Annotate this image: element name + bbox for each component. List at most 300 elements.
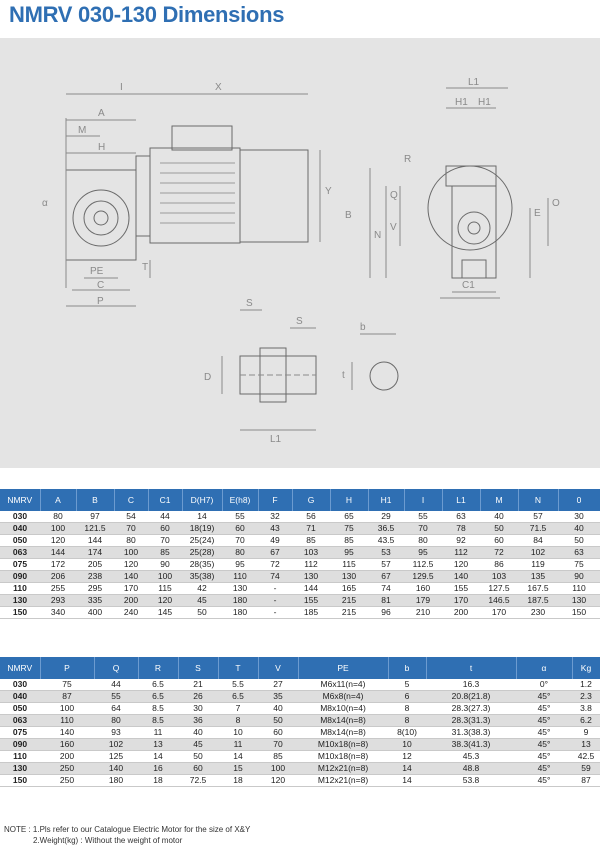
- label-S-right: S: [296, 316, 303, 327]
- table-cell: 54: [114, 511, 148, 523]
- table-cell: 120: [148, 595, 182, 607]
- table-cell: 97: [76, 511, 114, 523]
- table-cell: 8: [388, 703, 426, 715]
- column-header: G: [292, 489, 330, 511]
- table-cell: 8.5: [138, 703, 178, 715]
- table-cell: 250: [40, 775, 94, 787]
- table-cell: 95: [330, 547, 368, 559]
- table-row: [0, 523, 600, 535]
- table-cell: 74: [258, 571, 292, 583]
- table-cell: 180: [222, 595, 258, 607]
- column-header: B: [76, 489, 114, 511]
- table-row: [0, 691, 600, 703]
- table-cell: 1.2: [572, 679, 600, 691]
- table-cell: 70: [222, 535, 258, 547]
- table-cell: 18: [218, 775, 258, 787]
- table-1-header: [0, 489, 600, 511]
- label-B: B: [345, 210, 352, 221]
- table-cell: 250: [40, 763, 94, 775]
- label-L1-shaft: L1: [270, 434, 282, 445]
- label-I: I: [120, 82, 123, 93]
- table-cell: 110: [0, 583, 40, 595]
- table-2-header: [0, 657, 600, 679]
- table-row: [0, 511, 600, 523]
- table-cell: 80: [94, 715, 138, 727]
- table-cell: 110: [40, 715, 94, 727]
- table-cell: 67: [368, 571, 404, 583]
- table-cell: 57: [368, 559, 404, 571]
- table-cell: 14: [182, 511, 222, 523]
- table-cell: 335: [76, 595, 114, 607]
- table-cell: 8: [388, 715, 426, 727]
- table-cell: 96: [368, 607, 404, 619]
- table-cell: 11: [218, 739, 258, 751]
- dimension-table-1: [0, 489, 600, 619]
- table-cell: 125: [94, 751, 138, 763]
- table-cell: 71.5: [518, 523, 558, 535]
- motor-body: [150, 148, 240, 243]
- table-row: [0, 751, 600, 763]
- table-cell: 200: [442, 607, 480, 619]
- table-cell: 110: [558, 583, 600, 595]
- table-row: [0, 535, 600, 547]
- label-O: O: [552, 198, 560, 209]
- table-cell: 72.5: [178, 775, 218, 787]
- table-cell: 55: [94, 691, 138, 703]
- table-cell: 59: [572, 763, 600, 775]
- table-1-body: [0, 511, 600, 619]
- table-cell: 103: [292, 547, 330, 559]
- table-cell: 144: [292, 583, 330, 595]
- table-cell: 36.5: [368, 523, 404, 535]
- table-cell: 160: [404, 583, 442, 595]
- table-cell: 215: [330, 607, 368, 619]
- table-cell: 040: [0, 691, 40, 703]
- table-cell: -: [258, 595, 292, 607]
- table-cell: 80: [114, 535, 148, 547]
- column-header: R: [138, 657, 178, 679]
- table-cell: 075: [0, 559, 40, 571]
- table-cell: 050: [0, 535, 40, 547]
- table-cell: M8x14(n=8): [298, 727, 388, 739]
- table-cell: 60: [148, 523, 182, 535]
- table-cell: 50: [178, 751, 218, 763]
- table-cell: 30: [178, 703, 218, 715]
- table-cell: 85: [258, 751, 298, 763]
- table-cell: 16: [138, 763, 178, 775]
- table-cell: 25(24): [182, 535, 222, 547]
- table-cell: 185: [292, 607, 330, 619]
- table-cell: 130: [330, 571, 368, 583]
- table-cell: 70: [148, 535, 182, 547]
- table-cell: 5.5: [218, 679, 258, 691]
- label-D: D: [204, 372, 212, 383]
- table-cell: 71: [292, 523, 330, 535]
- table-cell: 8(10): [388, 727, 426, 739]
- table-cell: 120: [442, 559, 480, 571]
- table-cell: 110: [0, 751, 40, 763]
- table-cell: 7: [218, 703, 258, 715]
- table-cell: 100: [148, 571, 182, 583]
- table-cell: 45.3: [426, 751, 516, 763]
- table-cell: 50: [480, 523, 518, 535]
- table-cell: 50: [258, 715, 298, 727]
- table-cell: 85: [330, 535, 368, 547]
- table-cell: 92: [442, 535, 480, 547]
- column-header: D(H7): [182, 489, 222, 511]
- column-header: F: [258, 489, 292, 511]
- table-cell: 63: [442, 511, 480, 523]
- table-cell: 75: [558, 559, 600, 571]
- table-row: [0, 571, 600, 583]
- table-cell: 140: [40, 727, 94, 739]
- table-cell: 13: [572, 739, 600, 751]
- table-row: [0, 583, 600, 595]
- table-cell: 295: [76, 583, 114, 595]
- label-A: A: [98, 108, 105, 119]
- table-cell: M10x18(n=8): [298, 739, 388, 751]
- table-cell: 205: [76, 559, 114, 571]
- table-cell: 100: [40, 703, 94, 715]
- table-cell: 063: [0, 547, 40, 559]
- label-X: X: [215, 82, 222, 93]
- table-cell: 144: [76, 535, 114, 547]
- table-cell: 400: [76, 607, 114, 619]
- table-cell: 55: [404, 511, 442, 523]
- table-cell: 6.5: [138, 691, 178, 703]
- table-cell: 112: [442, 547, 480, 559]
- table-cell: 40: [178, 727, 218, 739]
- table-cell: 112: [292, 559, 330, 571]
- table-cell: 26: [178, 691, 218, 703]
- table-row: [0, 775, 600, 787]
- label-C: C: [97, 280, 105, 291]
- table-cell: 87: [572, 775, 600, 787]
- column-header: V: [258, 657, 298, 679]
- table-cell: 9: [572, 727, 600, 739]
- table-cell: 340: [40, 607, 76, 619]
- table-cell: 150: [0, 607, 40, 619]
- column-header: S: [178, 657, 218, 679]
- label-T: T: [142, 262, 149, 273]
- note-line-2: 2.Weight(kg) : Without the weight of motor: [33, 836, 183, 845]
- table-cell: 90: [558, 571, 600, 583]
- column-header: E(h8): [222, 489, 258, 511]
- label-N: N: [374, 230, 382, 241]
- column-header: L1: [442, 489, 480, 511]
- motor-cap: [240, 150, 308, 242]
- table-row: [0, 559, 600, 571]
- column-header: b: [388, 657, 426, 679]
- table-row: [0, 547, 600, 559]
- table-row: [0, 763, 600, 775]
- label-Y: Y: [325, 186, 332, 197]
- table-cell: 49: [258, 535, 292, 547]
- label-t: t: [342, 370, 345, 381]
- table-cell: 78: [442, 523, 480, 535]
- table-cell: 14: [388, 775, 426, 787]
- label-S-left: S: [246, 298, 253, 309]
- column-header: C: [114, 489, 148, 511]
- column-header: T: [218, 657, 258, 679]
- table-cell: 129.5: [404, 571, 442, 583]
- label-PE: PE: [90, 266, 104, 277]
- table-cell: 135: [518, 571, 558, 583]
- table-cell: 050: [0, 703, 40, 715]
- table-cell: 174: [76, 547, 114, 559]
- table-row: [0, 703, 600, 715]
- keyway-circle: [370, 362, 398, 390]
- table-cell: 72: [258, 559, 292, 571]
- table-cell: 95: [404, 547, 442, 559]
- column-header: H: [330, 489, 368, 511]
- table-cell: M6x8(n=4): [298, 691, 388, 703]
- front-flange: [428, 166, 512, 250]
- table-cell: 87: [40, 691, 94, 703]
- table-cell: 50: [558, 535, 600, 547]
- column-header: NMRV: [0, 657, 40, 679]
- table-cell: 14: [138, 751, 178, 763]
- table-row: [0, 727, 600, 739]
- table-cell: 112.5: [404, 559, 442, 571]
- table-cell: 16.3: [426, 679, 516, 691]
- table-cell: 121.5: [76, 523, 114, 535]
- table-cell: 45: [182, 595, 222, 607]
- page-title: NMRV 030-130 Dimensions: [9, 2, 285, 27]
- table-cell: 70: [114, 523, 148, 535]
- label-H1-left: H1: [455, 97, 468, 108]
- label-Q: Q: [390, 190, 398, 201]
- table-cell: 80: [40, 511, 76, 523]
- table-cell: 64: [94, 703, 138, 715]
- table-cell: 8.5: [138, 715, 178, 727]
- label-M: M: [78, 125, 87, 136]
- table-cell: 57: [518, 511, 558, 523]
- label-H1-right: H1: [478, 97, 491, 108]
- table-row: [0, 595, 600, 607]
- table-cell: M10x18(n=8): [298, 751, 388, 763]
- table-cell: 040: [0, 523, 40, 535]
- table-row: [0, 607, 600, 619]
- table-cell: 53.8: [426, 775, 516, 787]
- table-cell: 140: [94, 763, 138, 775]
- column-header: N: [518, 489, 558, 511]
- table-cell: 150: [0, 775, 40, 787]
- table-cell: 55: [222, 511, 258, 523]
- table-cell: 238: [76, 571, 114, 583]
- table-cell: 170: [114, 583, 148, 595]
- table-cell: 140: [114, 571, 148, 583]
- label-V: V: [390, 222, 397, 233]
- table-cell: 180: [222, 607, 258, 619]
- table-cell: 18: [138, 775, 178, 787]
- table-cell: 145: [148, 607, 182, 619]
- table-cell: 180: [94, 775, 138, 787]
- column-header: 0: [558, 489, 600, 511]
- table-cell: 43: [258, 523, 292, 535]
- table-cell: 3.8: [572, 703, 600, 715]
- table-cell: 44: [94, 679, 138, 691]
- table-cell: 127.5: [480, 583, 518, 595]
- table-cell: 45°: [516, 739, 572, 751]
- note-line-1: NOTE : 1.Pls refer to our Catalogue Electric Motor for the size of X&Y: [4, 825, 251, 834]
- table-cell: 293: [40, 595, 76, 607]
- table-cell: 155: [442, 583, 480, 595]
- table-cell: 115: [330, 559, 368, 571]
- table-cell: 155: [292, 595, 330, 607]
- table-cell: 85: [148, 547, 182, 559]
- table-cell: 95: [222, 559, 258, 571]
- table-cell: 18(19): [182, 523, 222, 535]
- table-cell: 5: [388, 679, 426, 691]
- table-cell: 120: [258, 775, 298, 787]
- table-cell: 215: [330, 595, 368, 607]
- table-cell: 10: [388, 739, 426, 751]
- table-cell: 28.3(27.3): [426, 703, 516, 715]
- column-header: M: [480, 489, 518, 511]
- table-cell: 120: [114, 559, 148, 571]
- dimension-table-2: [0, 657, 600, 787]
- table-cell: 130: [0, 595, 40, 607]
- table-cell: 25(28): [182, 547, 222, 559]
- table-cell: 130: [292, 571, 330, 583]
- table-cell: 230: [518, 607, 558, 619]
- table-cell: -: [258, 583, 292, 595]
- table-cell: 45°: [516, 727, 572, 739]
- table-cell: 90: [148, 559, 182, 571]
- table-cell: 84: [518, 535, 558, 547]
- technical-drawing-svg: [0, 38, 600, 468]
- table-cell: 81: [368, 595, 404, 607]
- table-cell: 170: [442, 595, 480, 607]
- label-R: R: [404, 154, 412, 165]
- table-row: [0, 739, 600, 751]
- table-cell: 29: [368, 511, 404, 523]
- table-cell: 70: [404, 523, 442, 535]
- table-cell: 74: [368, 583, 404, 595]
- table-cell: 14: [218, 751, 258, 763]
- table-cell: 86: [480, 559, 518, 571]
- table-cell: 100: [258, 763, 298, 775]
- table-cell: 31.3(38.3): [426, 727, 516, 739]
- table-cell: 090: [0, 739, 40, 751]
- table-cell: 93: [94, 727, 138, 739]
- table-cell: 167.5: [518, 583, 558, 595]
- table-cell: 40: [258, 703, 298, 715]
- table-cell: 2.3: [572, 691, 600, 703]
- label-E: E: [534, 208, 541, 219]
- table-cell: 146.5: [480, 595, 518, 607]
- table-cell: 42.5: [572, 751, 600, 763]
- table-cell: 11: [138, 727, 178, 739]
- table-cell: 35(38): [182, 571, 222, 583]
- table-cell: M8x10(n=4): [298, 703, 388, 715]
- table-cell: 45°: [516, 763, 572, 775]
- table-row: [0, 679, 600, 691]
- table-cell: 70: [258, 739, 298, 751]
- table-cell: 6.2: [572, 715, 600, 727]
- table-cell: 200: [40, 751, 94, 763]
- table-cell: 56: [292, 511, 330, 523]
- table-cell: 50: [182, 607, 222, 619]
- table-cell: 063: [0, 715, 40, 727]
- table-cell: 075: [0, 727, 40, 739]
- table-cell: 030: [0, 679, 40, 691]
- column-header: C1: [148, 489, 182, 511]
- table-cell: 28.3(31.3): [426, 715, 516, 727]
- table-cell: 8: [218, 715, 258, 727]
- table-cell: 6.5: [218, 691, 258, 703]
- table-cell: 6.5: [138, 679, 178, 691]
- table-cell: 45: [178, 739, 218, 751]
- table-cell: 14: [388, 763, 426, 775]
- table-cell: 60: [258, 727, 298, 739]
- table-cell: 160: [40, 739, 94, 751]
- table-cell: M12x21(n=8): [298, 763, 388, 775]
- table-cell: 60: [480, 535, 518, 547]
- table-cell: 44: [148, 511, 182, 523]
- table-cell: 130: [558, 595, 600, 607]
- gearbox-flange: [73, 190, 129, 246]
- table-2-body: [0, 679, 600, 787]
- table-cell: 65: [330, 511, 368, 523]
- column-header: PE: [298, 657, 388, 679]
- table-cell: 32: [258, 511, 292, 523]
- table-cell: 15: [218, 763, 258, 775]
- table-cell: 6: [388, 691, 426, 703]
- table-cell: 255: [40, 583, 76, 595]
- column-header: Q: [94, 657, 138, 679]
- table-cell: 100: [40, 523, 76, 535]
- table-cell: 40: [558, 523, 600, 535]
- table-cell: 100: [114, 547, 148, 559]
- table-cell: 43.5: [368, 535, 404, 547]
- table-cell: 206: [40, 571, 76, 583]
- column-header: NMRV: [0, 489, 40, 511]
- table-cell: 28(35): [182, 559, 222, 571]
- table-cell: 60: [178, 763, 218, 775]
- table-cell: 210: [404, 607, 442, 619]
- column-header: H1: [368, 489, 404, 511]
- table-cell: -: [258, 607, 292, 619]
- table-cell: 63: [558, 547, 600, 559]
- terminal-box: [172, 126, 232, 150]
- table-cell: 45°: [516, 715, 572, 727]
- column-header: t: [426, 657, 516, 679]
- table-cell: 67: [258, 547, 292, 559]
- label-H: H: [98, 142, 106, 153]
- table-cell: 21: [178, 679, 218, 691]
- table-cell: 42: [182, 583, 222, 595]
- table-cell: 35: [258, 691, 298, 703]
- table-cell: 170: [480, 607, 518, 619]
- table-cell: 119: [518, 559, 558, 571]
- table-cell: 80: [222, 547, 258, 559]
- table-cell: 0°: [516, 679, 572, 691]
- table-row: [0, 715, 600, 727]
- table-cell: 150: [558, 607, 600, 619]
- table-cell: 45°: [516, 703, 572, 715]
- table-cell: 53: [368, 547, 404, 559]
- column-header: A: [40, 489, 76, 511]
- table-cell: 45°: [516, 691, 572, 703]
- table-cell: 36: [178, 715, 218, 727]
- table-cell: 172: [40, 559, 76, 571]
- label-b: b: [360, 322, 366, 333]
- table-cell: 102: [94, 739, 138, 751]
- table-cell: 10: [218, 727, 258, 739]
- table-cell: 103: [480, 571, 518, 583]
